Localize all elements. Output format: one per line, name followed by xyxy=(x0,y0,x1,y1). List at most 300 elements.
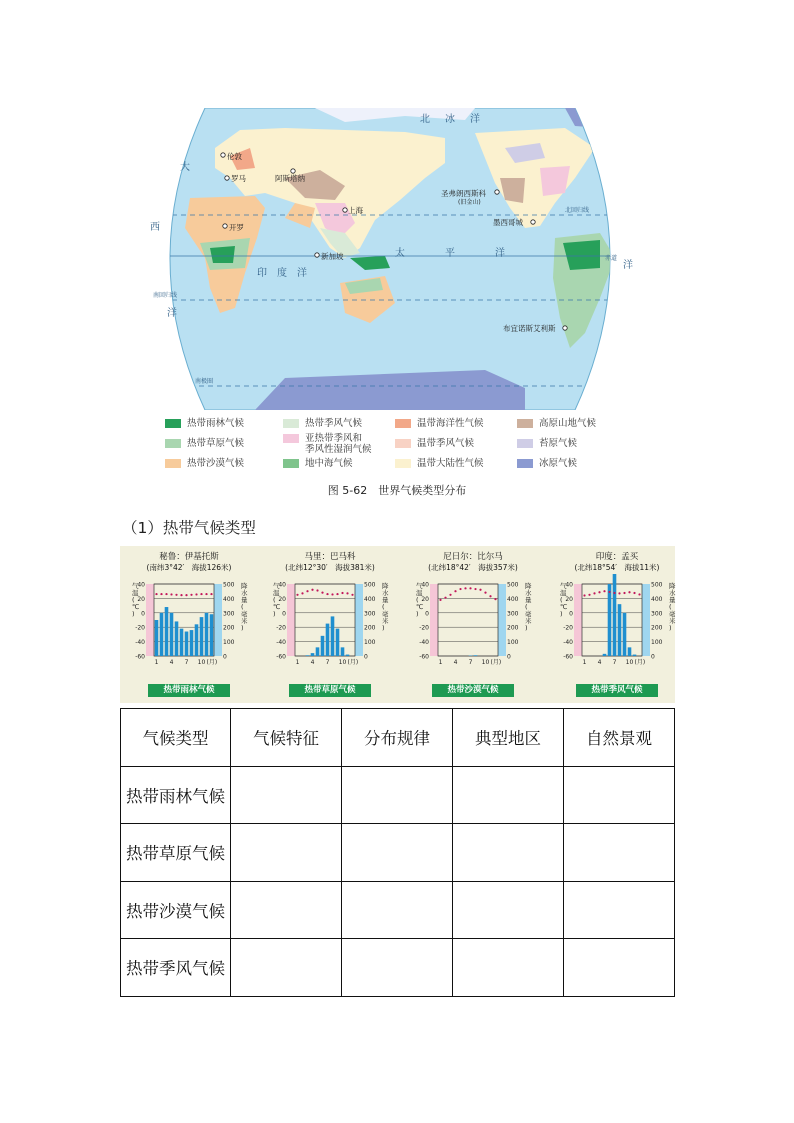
climate-type-label: 热带沙漠气候 xyxy=(432,684,514,697)
precip-tick-label: 400 xyxy=(651,595,663,603)
row-header: 热带草原气候 xyxy=(121,824,231,882)
ocean-label: 大 xyxy=(180,162,190,173)
latitude-label: 赤道 xyxy=(605,255,618,262)
precip-axis-band xyxy=(214,584,222,656)
precip-axis-title xyxy=(382,581,389,632)
temp-tick-label: 40 xyxy=(565,581,573,589)
month-label: 1 xyxy=(438,659,443,666)
precip-axis-title xyxy=(241,581,248,632)
empty-cell[interactable] xyxy=(564,766,675,824)
precip-tick-label: 0 xyxy=(507,653,511,661)
month-label: 7 xyxy=(325,659,330,666)
city-label: 伦敦 xyxy=(227,152,242,161)
temp-axis-char: ( xyxy=(560,596,563,604)
precip-axis-char: ( xyxy=(382,603,385,611)
month-label: 7 xyxy=(612,659,617,666)
temp-axis-band xyxy=(430,584,438,656)
climate-chart xyxy=(265,546,395,703)
temp-point xyxy=(474,588,476,590)
temp-axis-char: 气 xyxy=(416,582,423,590)
temp-point xyxy=(311,589,313,591)
climate-type-label: 热带季风气候 xyxy=(576,684,658,697)
table-row xyxy=(121,939,675,997)
empty-cell[interactable] xyxy=(453,824,564,882)
precip-bar xyxy=(346,655,350,656)
plot-frame xyxy=(438,584,498,656)
temp-point xyxy=(331,593,333,595)
empty-cell[interactable] xyxy=(231,766,342,824)
month-label: 10 xyxy=(338,659,347,666)
table-header-row xyxy=(121,709,675,767)
precip-axis-char: ) xyxy=(382,624,385,632)
precip-tick-label: 0 xyxy=(364,653,368,661)
month-label: 10 xyxy=(625,659,634,666)
ocean-label: 洋 xyxy=(297,268,307,279)
empty-cell[interactable] xyxy=(342,824,453,882)
precip-tick-label: 300 xyxy=(651,610,663,618)
temp-tick-label: 20 xyxy=(137,595,145,603)
precip-tick-label: 400 xyxy=(507,595,519,603)
precip-tick-label: 500 xyxy=(507,581,519,589)
legend-label: 温带海洋性气候 xyxy=(417,418,484,429)
temp-point xyxy=(479,589,481,591)
temp-point xyxy=(459,588,461,590)
temp-axis-char: 气 xyxy=(273,582,280,590)
precip-bar xyxy=(175,621,179,656)
city-label: 阿斯塔纳 xyxy=(275,174,305,183)
precip-tick-label: 400 xyxy=(223,595,235,603)
legend-label: 热带沙漠气候 xyxy=(187,458,245,469)
precip-axis-char: 降 xyxy=(382,582,389,590)
legend-item xyxy=(395,438,474,449)
precip-axis-char: 米 xyxy=(382,617,389,625)
month-label: 7 xyxy=(468,659,473,666)
legend-label: 温带大陆性气候 xyxy=(417,458,484,469)
legend-swatch xyxy=(165,439,181,448)
precip-axis-char: 米 xyxy=(241,617,248,625)
temp-tick-label: 20 xyxy=(421,595,429,603)
city-label: 开罗 xyxy=(229,223,244,232)
temp-point xyxy=(464,587,466,589)
month-label: 4 xyxy=(169,659,174,666)
temp-axis-char: 气 xyxy=(132,582,139,590)
temp-tick-label: 40 xyxy=(137,581,145,589)
table-row xyxy=(121,824,675,882)
temp-point xyxy=(185,594,187,596)
precip-bar xyxy=(185,632,189,656)
column-header: 典型地区 xyxy=(453,709,564,767)
empty-cell[interactable] xyxy=(453,939,564,997)
temp-axis-char: ( xyxy=(132,596,135,604)
row-header: 热带雨林气候 xyxy=(121,766,231,824)
month-label: 10 xyxy=(197,659,206,666)
city-label: 圣弗朗西斯科 xyxy=(441,189,486,198)
climate-type-label: 热带雨林气候 xyxy=(148,684,230,697)
station-coordinates: (北纬18°42′ 海拔357米) xyxy=(428,563,518,572)
precip-axis-char: ) xyxy=(241,624,244,632)
latitude-label: 南回归线 xyxy=(153,292,178,299)
precip-bar xyxy=(321,636,325,656)
temp-point xyxy=(608,591,610,593)
city-label: (旧金山) xyxy=(458,199,481,206)
temp-point xyxy=(449,594,451,596)
precip-bar xyxy=(200,617,204,656)
month-label: 1 xyxy=(295,659,300,666)
empty-cell[interactable] xyxy=(564,881,675,939)
empty-cell[interactable] xyxy=(342,881,453,939)
temp-point xyxy=(494,598,496,600)
temp-tick-label: -60 xyxy=(419,653,429,661)
precip-tick-label: 500 xyxy=(651,581,663,589)
precip-axis-char: 量 xyxy=(669,596,676,604)
temp-axis-band xyxy=(574,584,582,656)
temp-point xyxy=(205,593,207,595)
precip-tick-label: 300 xyxy=(364,610,376,618)
latitude-label: 南极圈 xyxy=(195,378,214,385)
precip-bar xyxy=(633,655,637,656)
legend-swatch xyxy=(283,419,299,428)
temp-point xyxy=(175,594,177,596)
temp-tick-label: -40 xyxy=(563,639,573,647)
precip-axis-char: 毫 xyxy=(241,610,248,618)
temp-tick-label: -60 xyxy=(135,653,145,661)
precip-tick-label: 100 xyxy=(651,639,663,647)
precip-bar xyxy=(618,604,622,656)
legend-swatch xyxy=(517,439,533,448)
temp-tick-label: 0 xyxy=(425,610,429,618)
temp-axis-char: 温 xyxy=(273,589,280,597)
empty-cell[interactable] xyxy=(453,881,564,939)
temp-point xyxy=(603,590,605,592)
column-header: 气候类型 xyxy=(121,709,231,767)
precip-bar xyxy=(160,613,164,656)
temp-axis-char: 温 xyxy=(560,589,567,597)
temp-axis-band xyxy=(146,584,154,656)
temp-point xyxy=(454,590,456,592)
legend-label: 高原山地气候 xyxy=(539,418,597,429)
precip-bar xyxy=(316,647,320,656)
city-label: 罗马 xyxy=(231,174,246,183)
plot-frame xyxy=(295,584,355,656)
climate-graph xyxy=(124,574,254,684)
month-unit-label: (月) xyxy=(206,659,218,666)
temp-tick-label: -20 xyxy=(135,624,145,632)
temp-axis-band xyxy=(287,584,295,656)
temp-axis-char: 气 xyxy=(560,582,567,590)
temp-point xyxy=(489,595,491,597)
temp-axis-char: ( xyxy=(273,596,276,604)
temp-point xyxy=(623,592,625,594)
legend-label: 热带草原气候 xyxy=(187,438,245,449)
legend-label: 冰原气候 xyxy=(539,458,578,469)
city-label: 墨西哥城 xyxy=(493,218,523,227)
month-label: 7 xyxy=(184,659,189,666)
precip-bar xyxy=(613,574,617,656)
temp-axis-char: ) xyxy=(416,610,419,618)
precip-bar xyxy=(336,629,340,656)
precip-tick-label: 200 xyxy=(364,624,376,632)
legend-item xyxy=(517,438,577,449)
temp-tick-label: -20 xyxy=(276,624,286,632)
month-label: 1 xyxy=(582,659,587,666)
column-header: 气候特征 xyxy=(231,709,342,767)
month-unit-label: (月) xyxy=(490,659,502,666)
temp-axis-char: ℃ xyxy=(132,603,140,611)
temp-tick-label: 0 xyxy=(569,610,573,618)
temp-point xyxy=(210,593,212,595)
city-label: 新加坡 xyxy=(321,252,344,261)
precip-axis-char: ( xyxy=(669,603,672,611)
ocean-label: 印 xyxy=(257,268,267,279)
precip-tick-label: 200 xyxy=(507,624,519,632)
precip-tick-label: 400 xyxy=(364,595,376,603)
precip-bar xyxy=(331,616,335,656)
climate-type-label: 热带草原气候 xyxy=(289,684,371,697)
temp-tick-label: -40 xyxy=(276,639,286,647)
empty-cell[interactable] xyxy=(231,881,342,939)
legend-item xyxy=(283,433,372,455)
empty-cell[interactable] xyxy=(342,939,453,997)
precip-axis-char: 米 xyxy=(669,617,676,625)
precip-tick-label: 300 xyxy=(507,610,519,618)
ocean-label: 西 xyxy=(150,222,160,233)
precip-bar xyxy=(608,584,612,656)
temp-point xyxy=(180,594,182,596)
precip-axis-char: 毫 xyxy=(525,610,532,618)
row-header: 热带沙漠气候 xyxy=(121,881,231,939)
temp-tick-label: -40 xyxy=(419,639,429,647)
climate-chart xyxy=(124,546,254,703)
station-name: 印度：孟买 xyxy=(595,552,639,562)
legend-item xyxy=(283,458,353,469)
precip-axis-char: ( xyxy=(241,603,244,611)
world-climate-map xyxy=(145,108,635,410)
climate-graph xyxy=(552,574,682,684)
temp-point xyxy=(628,591,630,593)
precip-tick-label: 500 xyxy=(364,581,376,589)
city-label: 上海 xyxy=(348,206,363,215)
station-name: 秘鲁：伊基托斯 xyxy=(159,552,219,562)
section-heading: （1）热带气候类型 xyxy=(122,519,256,537)
legend-item xyxy=(395,418,484,429)
legend-item xyxy=(165,458,244,469)
legend-label: 温带季风气候 xyxy=(417,438,475,449)
legend-item xyxy=(517,458,577,469)
temp-tick-label: 20 xyxy=(565,595,573,603)
precip-bar xyxy=(306,655,310,656)
precip-axis-band xyxy=(355,584,363,656)
station-name: 尼日尔：比尔马 xyxy=(443,552,503,562)
temp-point xyxy=(638,593,640,595)
temp-point xyxy=(439,599,441,601)
empty-cell[interactable] xyxy=(453,766,564,824)
column-header: 分布规律 xyxy=(342,709,453,767)
temp-tick-label: -40 xyxy=(135,639,145,647)
legend-swatch xyxy=(395,459,411,468)
empty-cell[interactable] xyxy=(342,766,453,824)
latitude-label: 北回归线 xyxy=(565,207,590,214)
temp-point xyxy=(155,593,157,595)
map-svg xyxy=(145,108,635,410)
precip-axis-band xyxy=(642,584,650,656)
precip-bar xyxy=(210,614,214,656)
precip-bar xyxy=(195,624,199,656)
legend-swatch xyxy=(517,459,533,468)
climate-chart xyxy=(552,546,682,703)
temp-axis-char: ℃ xyxy=(273,603,281,611)
figure-caption: 图 5-62 世界气候类型分布 xyxy=(327,484,467,497)
precip-axis-char: ) xyxy=(525,624,528,632)
legend-label: 苔原气候 xyxy=(539,438,578,449)
precip-bar xyxy=(326,624,330,656)
temp-axis-char: ) xyxy=(273,610,276,618)
precip-axis-char: 水 xyxy=(669,589,676,597)
temp-tick-label: 20 xyxy=(278,595,286,603)
ocean-label: 洋 xyxy=(470,114,480,125)
precip-bar xyxy=(311,653,315,656)
month-label: 1 xyxy=(154,659,159,666)
empty-cell[interactable] xyxy=(564,939,675,997)
temp-point xyxy=(296,594,298,596)
empty-cell[interactable] xyxy=(564,824,675,882)
temp-tick-label: -20 xyxy=(419,624,429,632)
legend-item xyxy=(165,418,244,429)
temp-axis-char: ) xyxy=(132,610,135,618)
precip-tick-label: 0 xyxy=(651,653,655,661)
temp-point xyxy=(598,591,600,593)
temp-tick-label: 40 xyxy=(421,581,429,589)
temp-point xyxy=(346,592,348,594)
precip-tick-label: 100 xyxy=(507,639,519,647)
temp-point xyxy=(160,593,162,595)
precip-bar xyxy=(474,655,478,656)
precip-axis-char: ( xyxy=(525,603,528,611)
ocean-label: 洋 xyxy=(623,260,633,271)
precip-axis-char: 降 xyxy=(241,582,248,590)
legend-item xyxy=(165,438,244,449)
temp-point xyxy=(444,597,446,599)
ocean-label: 太 xyxy=(395,248,405,259)
temp-tick-label: -60 xyxy=(563,653,573,661)
empty-cell[interactable] xyxy=(231,824,342,882)
temp-point xyxy=(301,592,303,594)
temp-tick-label: -20 xyxy=(563,624,573,632)
month-unit-label: (月) xyxy=(347,659,359,666)
temp-point xyxy=(351,594,353,596)
legend-item xyxy=(395,458,484,469)
temp-point xyxy=(336,593,338,595)
precip-bar xyxy=(205,613,209,656)
temp-point xyxy=(306,590,308,592)
precip-bar xyxy=(603,654,607,656)
precip-bar xyxy=(341,647,345,656)
station-coordinates: (北纬18°54′ 海拔11米) xyxy=(574,563,660,572)
climate-chart xyxy=(408,546,538,703)
temp-axis-char: 温 xyxy=(132,589,139,597)
legend-label: 亚热带季风和 季风性湿润气候 xyxy=(305,433,372,455)
temp-point xyxy=(326,593,328,595)
month-unit-label: (月) xyxy=(634,659,646,666)
station-coordinates: (南纬3°42′ 海拔126米) xyxy=(146,563,232,572)
legend-label: 热带季风气候 xyxy=(305,418,363,429)
precip-axis-char: 量 xyxy=(525,596,532,604)
legend-item xyxy=(517,418,596,429)
temp-point xyxy=(200,593,202,595)
ocean-label: 冰 xyxy=(445,114,455,125)
precip-bar xyxy=(190,630,194,656)
precip-axis-band xyxy=(498,584,506,656)
temp-point xyxy=(633,592,635,594)
precip-bar xyxy=(170,613,174,656)
station-name: 马里：巴马科 xyxy=(304,552,356,562)
city-label: 布宜诺斯艾利斯 xyxy=(503,324,556,333)
precip-axis-title xyxy=(525,581,532,632)
temp-tick-label: 0 xyxy=(282,610,286,618)
empty-cell[interactable] xyxy=(231,939,342,997)
temp-point xyxy=(316,589,318,591)
temp-point xyxy=(165,593,167,595)
precip-tick-label: 500 xyxy=(223,581,235,589)
climate-table xyxy=(120,708,675,997)
temp-axis-char: ) xyxy=(560,610,563,618)
precip-axis-title xyxy=(669,581,676,632)
precip-bar xyxy=(155,620,159,656)
month-label: 4 xyxy=(597,659,602,666)
temp-point xyxy=(190,594,192,596)
legend-swatch xyxy=(517,419,533,428)
temp-point xyxy=(341,592,343,594)
temp-point xyxy=(583,594,585,596)
map-legend xyxy=(165,418,615,476)
temp-point xyxy=(588,594,590,596)
ocean-label: 洋 xyxy=(495,248,505,259)
legend-swatch xyxy=(165,419,181,428)
precip-axis-char: 水 xyxy=(382,589,389,597)
temp-point xyxy=(321,592,323,594)
legend-label: 热带雨林气候 xyxy=(187,418,245,429)
ocean-label: 度 xyxy=(277,268,287,279)
precip-bar xyxy=(623,613,627,656)
column-header: 自然景观 xyxy=(564,709,675,767)
station-coordinates: (北纬12°30′ 海拔381米) xyxy=(285,563,375,572)
climate-graph xyxy=(265,574,395,684)
legend-swatch xyxy=(395,419,411,428)
precip-axis-char: 降 xyxy=(669,582,676,590)
temp-axis-char: 温 xyxy=(416,589,423,597)
precip-bar xyxy=(165,607,169,656)
precip-bar xyxy=(180,629,184,656)
month-label: 4 xyxy=(453,659,458,666)
precip-axis-char: 量 xyxy=(241,596,248,604)
temp-point xyxy=(484,592,486,594)
legend-item xyxy=(283,418,362,429)
temp-point xyxy=(170,593,172,595)
temp-tick-label: 0 xyxy=(141,610,145,618)
legend-swatch xyxy=(283,434,299,443)
precip-axis-char: 水 xyxy=(525,589,532,597)
precip-axis-char: 降 xyxy=(525,582,532,590)
temp-point xyxy=(613,592,615,594)
row-header: 热带季风气候 xyxy=(121,939,231,997)
precip-axis-char: 毫 xyxy=(669,610,676,618)
ocean-label: 北 xyxy=(420,114,430,125)
legend-swatch xyxy=(395,439,411,448)
precip-tick-label: 100 xyxy=(223,639,235,647)
temp-point xyxy=(618,592,620,594)
precip-axis-char: ) xyxy=(669,624,672,632)
ocean-label: 洋 xyxy=(167,308,177,319)
precip-bar xyxy=(628,647,632,656)
